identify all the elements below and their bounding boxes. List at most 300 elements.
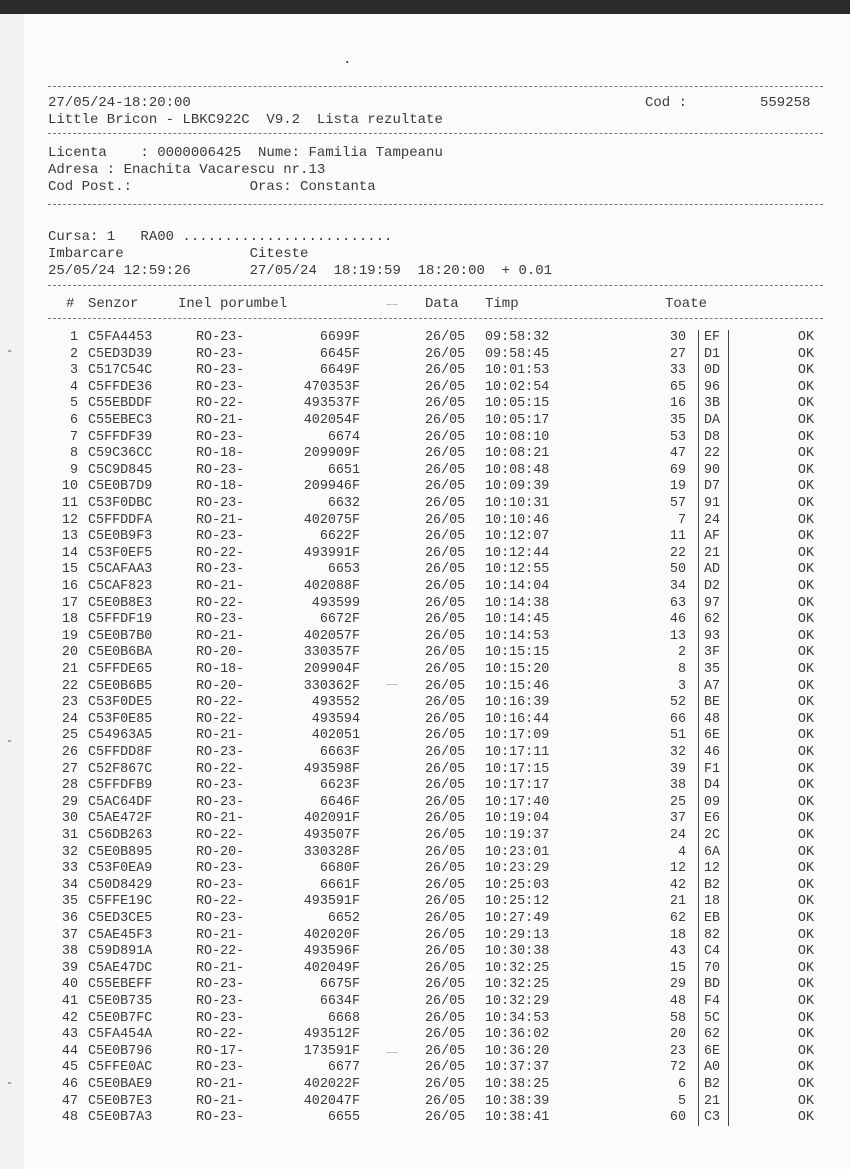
row-ring-number: 6655: [327, 1110, 360, 1126]
row-time: 10:10:46: [485, 512, 550, 528]
row-hex-code: DA: [704, 413, 721, 428]
row-ring-prefix: RO-23-: [196, 562, 245, 578]
row-value: 53: [669, 429, 686, 445]
row-date: 26/05: [425, 944, 466, 960]
row-date: 26/05: [425, 828, 466, 843]
row-value: 58: [669, 1010, 686, 1026]
row-time: 10:32:25: [485, 960, 550, 976]
row-hex-code: BE: [704, 695, 721, 711]
row-senzor: C5ED3CE5: [88, 911, 153, 926]
row-number: 29: [61, 794, 78, 810]
row-hex-code: 48: [704, 711, 721, 727]
row-ring-prefix: RO-23-: [196, 861, 245, 877]
row-ring-prefix: RO-23-: [196, 745, 245, 760]
row-date: 26/05: [425, 579, 466, 594]
row-hex-code: 62: [704, 612, 721, 628]
row-senzor: C5FFDE65: [88, 662, 153, 677]
row-ring-number: 6632: [327, 496, 360, 511]
row-number: 12: [61, 512, 78, 528]
row-ring-number: 6649F: [319, 363, 360, 379]
row-value: 57: [669, 496, 686, 511]
row-value: 66: [669, 711, 686, 727]
row-ring-prefix: RO-23-: [196, 496, 245, 511]
row-hex-code: 93: [704, 628, 721, 644]
row-ring-prefix: RO-21-: [196, 628, 245, 644]
row-time: 10:14:45: [485, 612, 550, 628]
row-date: 26/05: [425, 1110, 466, 1126]
row-ring-prefix: RO-20-: [196, 844, 245, 860]
row-ring-prefix: RO-22-: [196, 761, 245, 777]
row-hex-code: 3F: [704, 645, 721, 661]
row-senzor: C5E0B895: [88, 844, 153, 860]
row-senzor: C55EBEC3: [88, 413, 153, 428]
row-time: 10:38:39: [485, 1093, 550, 1109]
row-status: OK: [797, 579, 814, 594]
row-senzor: C5CAF823: [88, 579, 153, 594]
row-senzor: C5E0B796: [88, 1043, 153, 1059]
row-status: OK: [797, 828, 814, 843]
report-title: Little Bricon - LBKC922C V9.2 Lista rezultate: [48, 112, 443, 128]
scan-smudge: ~~: [386, 301, 399, 312]
row-date: 26/05: [425, 529, 466, 545]
row-status: OK: [797, 512, 814, 528]
row-date: 26/05: [425, 413, 466, 428]
row-hex-code: EB: [704, 911, 721, 926]
row-value: 24: [669, 828, 686, 843]
row-status: OK: [797, 1110, 814, 1126]
row-value: 65: [669, 379, 686, 395]
row-senzor: C5C9D845: [88, 462, 153, 478]
row-time: 10:15:46: [485, 678, 550, 694]
row-ring-prefix: RO-23-: [196, 994, 245, 1009]
margin-mark: -: [6, 344, 14, 358]
row-hex-code: F1: [704, 761, 721, 777]
row-status: OK: [797, 595, 814, 611]
separator-line: [48, 86, 823, 87]
row-hex-code: 70: [704, 960, 721, 976]
row-number: 5: [69, 396, 78, 412]
row-ring-prefix: RO-22-: [196, 711, 245, 727]
row-ring-prefix: RO-22-: [196, 396, 245, 412]
row-date: 26/05: [425, 960, 466, 976]
row-hex-code: E6: [704, 811, 721, 827]
row-time: 10:27:49: [485, 911, 550, 926]
row-ring-prefix: RO-23-: [196, 612, 245, 628]
row-hex-code: 82: [704, 927, 721, 943]
row-ring-number: 6663F: [319, 745, 360, 760]
row-senzor: C5FFDD8F: [88, 745, 153, 760]
row-date: 26/05: [425, 330, 466, 345]
row-ring-number: 330328F: [303, 844, 360, 860]
row-status: OK: [797, 778, 814, 794]
row-ring-prefix: RO-18-: [196, 479, 245, 495]
row-value: 42: [669, 877, 686, 893]
row-number: 8: [69, 446, 78, 462]
row-status: OK: [797, 745, 814, 760]
row-ring-prefix: RO-23-: [196, 977, 245, 993]
row-senzor: C5FFDDFA: [88, 512, 153, 528]
row-number: 43: [61, 1027, 78, 1043]
row-hex-code: AF: [704, 529, 721, 545]
row-ring-number: 6651: [327, 462, 360, 478]
row-value: 7: [677, 512, 686, 528]
row-status: OK: [797, 911, 814, 926]
row-value: 62: [669, 911, 686, 926]
row-date: 26/05: [425, 811, 466, 827]
col-header-toate: Toate: [665, 296, 708, 312]
row-date: 26/05: [425, 496, 466, 511]
separator-line: [48, 204, 823, 205]
row-ring-prefix: RO-23-: [196, 429, 245, 445]
row-status: OK: [797, 363, 814, 379]
row-hex-code: 91: [704, 496, 721, 511]
row-date: 26/05: [425, 977, 466, 993]
row-number: 39: [61, 960, 78, 976]
row-value: 33: [669, 363, 686, 379]
row-ring-number: 6653: [327, 562, 360, 578]
row-value: 13: [669, 628, 686, 644]
row-time: 10:01:53: [485, 363, 550, 379]
row-status: OK: [797, 1010, 814, 1026]
row-value: 43: [669, 944, 686, 960]
column-divider: [728, 330, 729, 1126]
row-value: 22: [669, 545, 686, 561]
row-status: OK: [797, 794, 814, 810]
row-value: 48: [669, 994, 686, 1009]
row-ring-number: 402075F: [303, 512, 360, 528]
row-status: OK: [797, 944, 814, 960]
row-ring-number: 6652: [327, 911, 360, 926]
row-ring-number: 6675F: [319, 977, 360, 993]
row-ring-prefix: RO-23-: [196, 1010, 245, 1026]
row-ring-number: 493512F: [303, 1027, 360, 1043]
row-value: 16: [669, 396, 686, 412]
row-ring-prefix: RO-20-: [196, 678, 245, 694]
row-ring-number: 6622F: [319, 529, 360, 545]
scan-smudge: ~~: [386, 681, 399, 692]
row-time: 10:17:09: [485, 728, 550, 744]
row-hex-code: 21: [704, 545, 721, 561]
row-ring-number: 6634F: [319, 994, 360, 1009]
row-senzor: C52F867C: [88, 761, 153, 777]
row-number: 2: [69, 346, 78, 362]
row-time: 10:19:04: [485, 811, 550, 827]
row-date: 26/05: [425, 363, 466, 379]
row-senzor: C5E0B6B5: [88, 678, 153, 694]
row-ring-prefix: RO-23-: [196, 877, 245, 893]
row-value: 52: [669, 695, 686, 711]
row-senzor: C5E0B7FC: [88, 1010, 153, 1026]
row-senzor: C5E0B9F3: [88, 529, 153, 545]
row-hex-code: 6E: [704, 1043, 721, 1059]
row-senzor: C5AE47DC: [88, 960, 153, 976]
row-status: OK: [797, 695, 814, 711]
row-value: 6: [677, 1077, 686, 1092]
row-status: OK: [797, 728, 814, 744]
row-senzor: C59C36CC: [88, 446, 153, 462]
row-senzor: C56DB263: [88, 828, 153, 843]
row-time: 10:02:54: [485, 379, 550, 395]
row-senzor: C5E0B7B0: [88, 628, 153, 644]
row-value: 46: [669, 612, 686, 628]
row-date: 26/05: [425, 429, 466, 445]
col-header-timp: Timp: [485, 296, 519, 312]
postal-city-line: Cod Post.: Oras: Constanta: [48, 179, 376, 195]
row-ring-prefix: RO-23-: [196, 346, 245, 362]
row-value: 60: [669, 1110, 686, 1126]
row-date: 26/05: [425, 927, 466, 943]
row-status: OK: [797, 844, 814, 860]
row-hex-code: F4: [704, 994, 721, 1009]
row-number: 40: [61, 977, 78, 993]
row-time: 10:05:17: [485, 413, 550, 428]
row-value: 35: [669, 413, 686, 428]
row-senzor: C50D8429: [88, 877, 153, 893]
row-ring-prefix: RO-23-: [196, 778, 245, 794]
row-number: 45: [61, 1060, 78, 1076]
row-time: 10:14:38: [485, 595, 550, 611]
row-time: 10:30:38: [485, 944, 550, 960]
row-number: 9: [69, 462, 78, 478]
row-hex-code: 35: [704, 662, 721, 677]
row-date: 26/05: [425, 1093, 466, 1109]
row-time: 09:58:45: [485, 346, 550, 362]
row-ring-number: 402088F: [303, 579, 360, 594]
row-status: OK: [797, 379, 814, 395]
row-time: 10:36:20: [485, 1043, 550, 1059]
row-status: OK: [797, 413, 814, 428]
row-ring-number: 493598F: [303, 761, 360, 777]
row-value: 2: [677, 645, 686, 661]
row-status: OK: [797, 429, 814, 445]
row-status: OK: [797, 861, 814, 877]
row-ring-prefix: RO-18-: [196, 446, 245, 462]
cod-value: 559258: [760, 95, 811, 111]
row-senzor: C5E0B735: [88, 994, 153, 1009]
row-status: OK: [797, 529, 814, 545]
separator-line: [48, 285, 823, 286]
row-date: 26/05: [425, 1060, 466, 1076]
row-ring-number: 6680F: [319, 861, 360, 877]
row-date: 26/05: [425, 695, 466, 711]
row-time: 10:17:15: [485, 761, 550, 777]
row-ring-number: 402049F: [303, 960, 360, 976]
row-hex-code: 3B: [704, 396, 721, 412]
row-time: 10:17:17: [485, 778, 550, 794]
row-hex-code: 5C: [704, 1010, 721, 1026]
row-senzor: C5FFDF39: [88, 429, 153, 445]
row-status: OK: [797, 396, 814, 412]
row-ring-prefix: RO-21-: [196, 960, 245, 976]
row-time: 10:10:31: [485, 496, 550, 511]
row-time: 10:12:55: [485, 562, 550, 578]
row-date: 26/05: [425, 761, 466, 777]
row-ring-number: 6677: [327, 1060, 360, 1076]
row-senzor: C5AC64DF: [88, 794, 153, 810]
row-date: 26/05: [425, 861, 466, 877]
row-ring-prefix: RO-21-: [196, 728, 245, 744]
row-hex-code: 22: [704, 446, 721, 462]
row-date: 26/05: [425, 728, 466, 744]
row-senzor: C5FFDE36: [88, 379, 153, 395]
row-date: 26/05: [425, 396, 466, 412]
row-senzor: C53F0EA9: [88, 861, 153, 877]
row-hex-code: AD: [704, 562, 721, 578]
row-time: 10:25:12: [485, 894, 550, 910]
row-time: 10:12:44: [485, 545, 550, 561]
column-divider: [698, 330, 699, 1126]
row-ring-number: 209909F: [303, 446, 360, 462]
row-number: 41: [61, 994, 78, 1009]
row-date: 26/05: [425, 911, 466, 926]
row-date: 26/05: [425, 645, 466, 661]
row-time: 10:17:40: [485, 794, 550, 810]
row-status: OK: [797, 1043, 814, 1059]
row-hex-code: D1: [704, 346, 721, 362]
row-status: OK: [797, 811, 814, 827]
row-hex-code: D7: [704, 479, 721, 495]
row-date: 26/05: [425, 462, 466, 478]
row-hex-code: 62: [704, 1027, 721, 1043]
row-status: OK: [797, 479, 814, 495]
row-number: 30: [61, 811, 78, 827]
row-ring-number: 493591F: [303, 894, 360, 910]
row-value: 18: [669, 927, 686, 943]
row-senzor: C5E0BAE9: [88, 1077, 153, 1092]
row-number: 46: [61, 1077, 78, 1092]
row-status: OK: [797, 330, 814, 345]
row-date: 26/05: [425, 794, 466, 810]
separator-line: [48, 318, 823, 319]
row-status: OK: [797, 1077, 814, 1092]
row-value: 8: [677, 662, 686, 677]
row-number: 44: [61, 1043, 78, 1059]
row-value: 47: [669, 446, 686, 462]
row-ring-prefix: RO-21-: [196, 512, 245, 528]
row-number: 31: [61, 828, 78, 843]
row-hex-code: 0D: [704, 363, 721, 379]
row-value: 69: [669, 462, 686, 478]
row-ring-number: 493552: [311, 695, 360, 711]
row-date: 26/05: [425, 877, 466, 893]
row-value: 27: [669, 346, 686, 362]
scan-smudge: ~~: [386, 1049, 399, 1060]
row-senzor: C5E0B7E3: [88, 1093, 153, 1109]
row-ring-number: 493991F: [303, 545, 360, 561]
row-ring-number: 209946F: [303, 479, 360, 495]
row-status: OK: [797, 894, 814, 910]
row-value: 5: [677, 1093, 686, 1109]
row-value: 72: [669, 1060, 686, 1076]
row-value: 11: [669, 529, 686, 545]
row-status: OK: [797, 761, 814, 777]
row-date: 26/05: [425, 562, 466, 578]
row-senzor: C5FA454A: [88, 1027, 153, 1043]
row-status: OK: [797, 1027, 814, 1043]
row-ring-number: 470353F: [303, 379, 360, 395]
row-time: 10:32:29: [485, 994, 550, 1009]
row-ring-number: 493507F: [303, 828, 360, 843]
row-date: 26/05: [425, 844, 466, 860]
row-senzor: C54963A5: [88, 728, 153, 744]
row-senzor: C53F0DE5: [88, 695, 153, 711]
row-number: 37: [61, 927, 78, 943]
row-value: 25: [669, 794, 686, 810]
race-times-line: 25/05/24 12:59:26 27/05/24 18:19:59 18:20:00 + 0.01: [48, 263, 553, 279]
row-senzor: C5E0B6BA: [88, 645, 153, 661]
row-ring-number: 402051: [311, 728, 360, 744]
row-number: 23: [61, 695, 78, 711]
row-senzor: C5FFDFB9: [88, 778, 153, 794]
scan-top-border: [0, 0, 850, 14]
row-number: 48: [61, 1110, 78, 1126]
address-line: Adresa : Enachita Vacarescu nr.13: [48, 162, 326, 178]
row-value: 63: [669, 595, 686, 611]
row-time: 10:08:48: [485, 462, 550, 478]
row-ring-prefix: RO-23-: [196, 529, 245, 545]
row-status: OK: [797, 446, 814, 462]
row-date: 26/05: [425, 1077, 466, 1092]
row-hex-code: BD: [704, 977, 721, 993]
row-hex-code: C4: [704, 944, 721, 960]
row-time: 10:29:13: [485, 927, 550, 943]
row-senzor: C5AE472F: [88, 811, 153, 827]
row-number: 33: [61, 861, 78, 877]
row-status: OK: [797, 678, 814, 694]
row-status: OK: [797, 711, 814, 727]
row-date: 26/05: [425, 678, 466, 694]
row-senzor: C55EBEFF: [88, 977, 153, 993]
row-time: 10:34:53: [485, 1010, 550, 1026]
row-senzor: C5FFE19C: [88, 894, 153, 910]
row-status: OK: [797, 927, 814, 943]
row-date: 26/05: [425, 994, 466, 1009]
row-senzor: C53F0EF5: [88, 545, 153, 561]
row-senzor: C5AE45F3: [88, 927, 153, 943]
row-number: 38: [61, 944, 78, 960]
row-number: 22: [61, 678, 78, 694]
row-status: OK: [797, 496, 814, 511]
row-ring-number: 173591F: [303, 1043, 360, 1059]
row-ring-number: 6646F: [319, 794, 360, 810]
row-date: 26/05: [425, 628, 466, 644]
row-date: 26/05: [425, 662, 466, 677]
row-senzor: C517C54C: [88, 363, 153, 379]
row-time: 10:14:04: [485, 579, 550, 594]
row-hex-code: 21: [704, 1093, 721, 1109]
row-senzor: C5E0B8E3: [88, 595, 153, 611]
row-number: 16: [61, 579, 78, 594]
row-status: OK: [797, 612, 814, 628]
row-senzor: C5ED3D39: [88, 346, 153, 362]
row-time: 10:16:44: [485, 711, 550, 727]
row-number: 6: [69, 413, 78, 428]
row-ring-number: 330362F: [303, 678, 360, 694]
row-time: 10:05:15: [485, 396, 550, 412]
print-dot: .: [343, 52, 352, 68]
row-ring-number: 330357F: [303, 645, 360, 661]
row-status: OK: [797, 994, 814, 1009]
row-senzor: C5FA4453: [88, 330, 153, 345]
row-ring-prefix: RO-21-: [196, 927, 245, 943]
row-hex-code: 6E: [704, 728, 721, 744]
row-time: 10:19:37: [485, 828, 550, 843]
row-hex-code: A7: [704, 678, 721, 694]
row-number: 25: [61, 728, 78, 744]
row-ring-prefix: RO-21-: [196, 1093, 245, 1109]
row-ring-prefix: RO-21-: [196, 413, 245, 428]
row-hex-code: EF: [704, 330, 721, 345]
